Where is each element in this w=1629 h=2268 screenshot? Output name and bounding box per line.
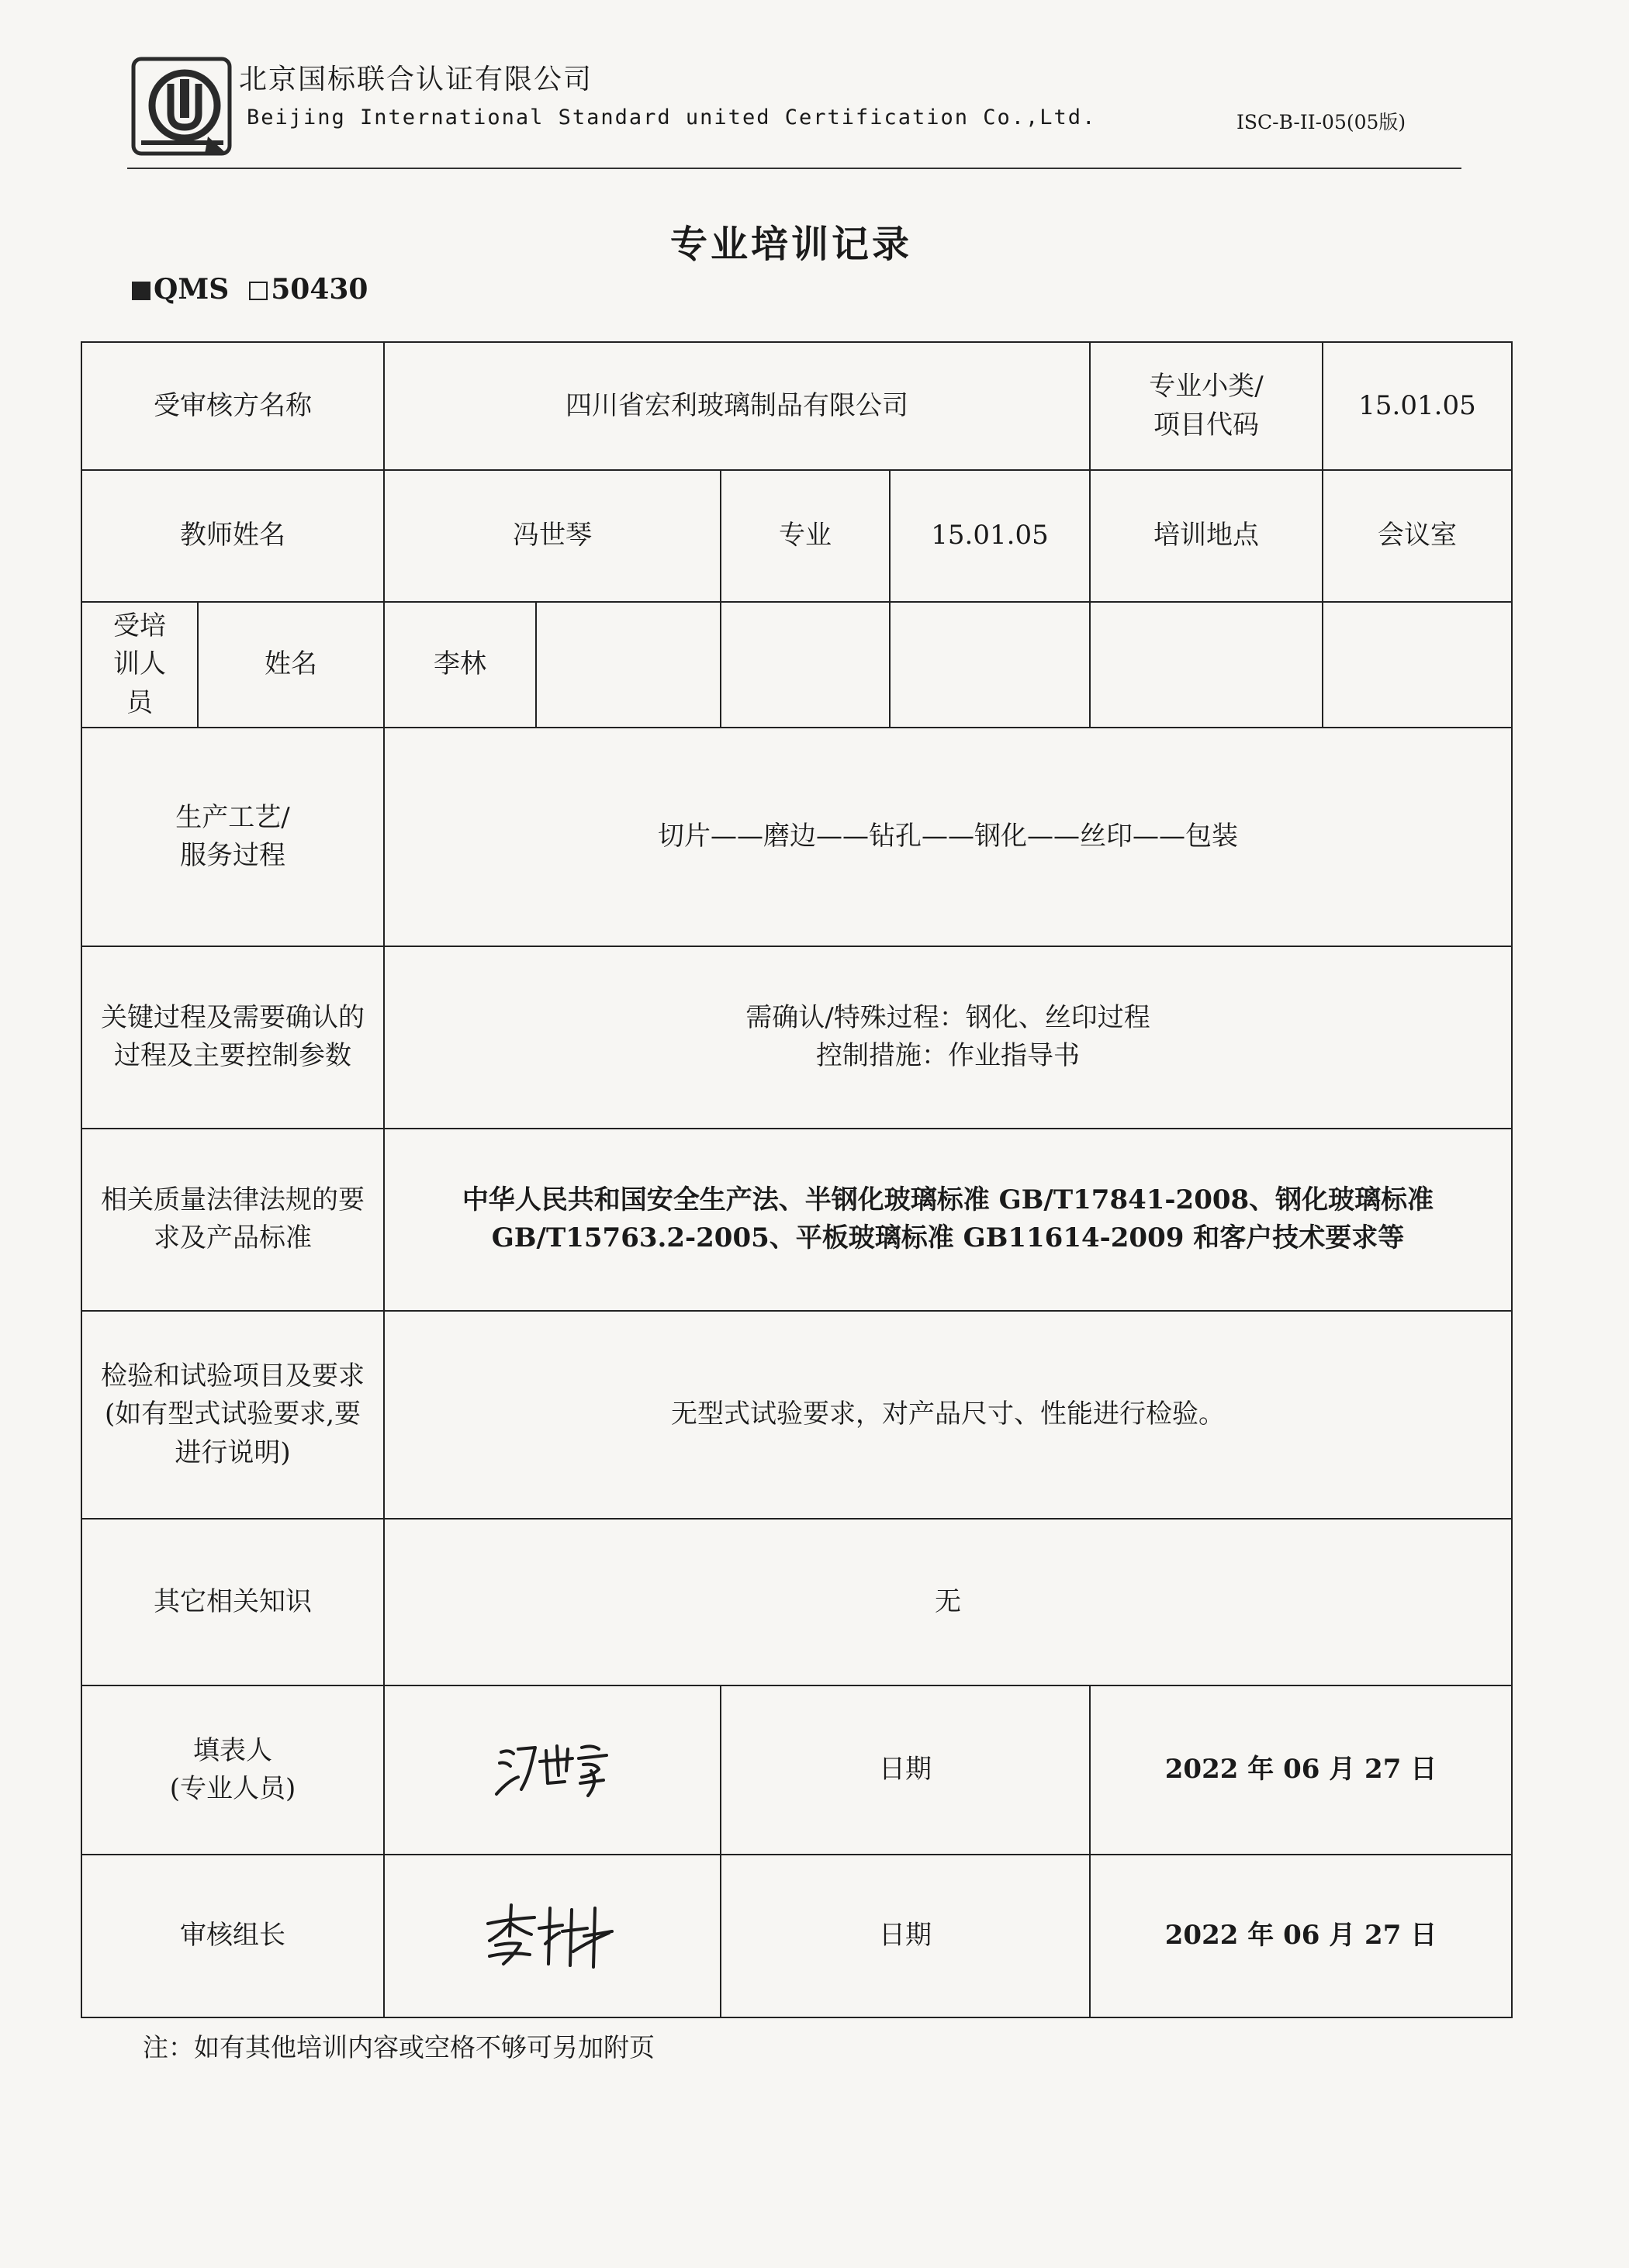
trainee-name-empty	[536, 602, 721, 728]
law-value	[384, 1129, 1512, 1311]
scope-option-50430: 50430	[271, 273, 368, 306]
filler-date-value: 2022 年 06 月 27 日	[1090, 1685, 1512, 1855]
company-name-cn: 北京国标联合认证有限公司	[239, 64, 593, 95]
qms-checkbox-checked-icon	[132, 282, 150, 300]
trainee-label: 受培训人员	[81, 602, 198, 728]
table-row	[81, 1129, 1512, 1311]
table-row	[81, 1311, 1512, 1519]
test-label: 检验和试验项目及要求(如有型式试验要求,要进行说明)	[81, 1311, 384, 1519]
law-line-2: GB/T15763.2-2005、平板玻璃标准 GB11614-2009 和客户技术要求等	[491, 1222, 1405, 1254]
key-process-value	[384, 946, 1512, 1129]
training-record-table	[81, 341, 1513, 2018]
law-label: 相关质量法律法规的要求及产品标准	[81, 1129, 384, 1311]
trainee-name-empty	[721, 602, 890, 728]
subcat-value: 15.01.05	[1323, 342, 1512, 470]
other-knowledge-label: 其它相关知识	[81, 1519, 384, 1685]
process-label: 生产工艺/服务过程	[81, 728, 384, 946]
location-label: 培训地点	[1090, 470, 1323, 602]
handwritten-signature-filler-icon	[490, 1735, 614, 1805]
table-row	[81, 728, 1512, 946]
company-name-en: Beijing International Standard united Certification Co.,Ltd.	[247, 105, 1097, 130]
leader-label: 审核组长	[81, 1855, 384, 2017]
subcat-label: 专业小类/项目代码	[1090, 342, 1323, 470]
footnote: 注：如有其他培训内容或空格不够可另加附页	[143, 2032, 655, 2062]
trainee-name-empty	[890, 602, 1090, 728]
auditee-label: 受审核方名称	[81, 342, 384, 470]
leader-date-label: 日期	[721, 1855, 1090, 2017]
law-line-1: 中华人民共和国安全生产法、半钢化玻璃标准 GB/T17841-2008、钢化玻璃标准	[462, 1184, 1434, 1216]
leader-signature	[384, 1855, 721, 2017]
test-value: 无型式试验要求，对产品尺寸、性能进行检验。	[384, 1311, 1512, 1519]
key-process-label: 关键过程及需要确认的过程及主要控制参数	[81, 946, 384, 1129]
table-row	[81, 342, 1512, 470]
location-value: 会议室	[1323, 470, 1512, 602]
50430-checkbox-empty-icon	[249, 282, 268, 300]
auditee-value: 四川省宏利玻璃制品有限公司	[384, 342, 1090, 470]
trainee-name-label: 姓名	[198, 602, 384, 728]
other-knowledge-value: 无	[384, 1519, 1512, 1685]
filler-label-line-2: (专业人员)	[169, 1772, 296, 1804]
header-divider	[127, 168, 1461, 169]
trainee-name-empty	[1090, 602, 1323, 728]
key-process-line-2: 控制措施：作业指导书	[816, 1040, 1080, 1072]
table-row	[81, 602, 1512, 728]
table-row	[81, 946, 1512, 1129]
table-row	[81, 1519, 1512, 1685]
filler-label	[81, 1685, 384, 1855]
key-process-line-1: 需确认/特殊过程：钢化、丝印过程	[745, 1002, 1150, 1034]
trainee-name-value: 李林	[384, 602, 536, 728]
handwritten-signature-leader-icon	[479, 1897, 626, 1975]
specialty-label: 专业	[721, 470, 890, 602]
leader-date-value: 2022 年 06 月 27 日	[1090, 1855, 1512, 2017]
company-logo-icon	[130, 56, 233, 157]
process-value: 切片——磨边——钻孔——钢化——丝印——包装	[384, 728, 1512, 946]
teacher-value: 冯世琴	[384, 470, 721, 602]
table-row	[81, 1855, 1512, 2017]
trainee-name-empty	[1323, 602, 1512, 728]
specialty-value: 15.01.05	[890, 470, 1090, 602]
filler-date-label: 日期	[721, 1685, 1090, 1855]
teacher-label: 教师姓名	[81, 470, 384, 602]
filler-label-line-1: 填表人	[193, 1734, 272, 1766]
scope-selector	[132, 273, 368, 306]
form-code: ISC-B-II-05(05版)	[1236, 111, 1406, 133]
table-row	[81, 1685, 1512, 1855]
table-row	[81, 470, 1512, 602]
document-title: 专业培训记录	[669, 223, 912, 266]
filler-signature	[384, 1685, 721, 1855]
scope-option-qms: QMS	[154, 273, 230, 306]
